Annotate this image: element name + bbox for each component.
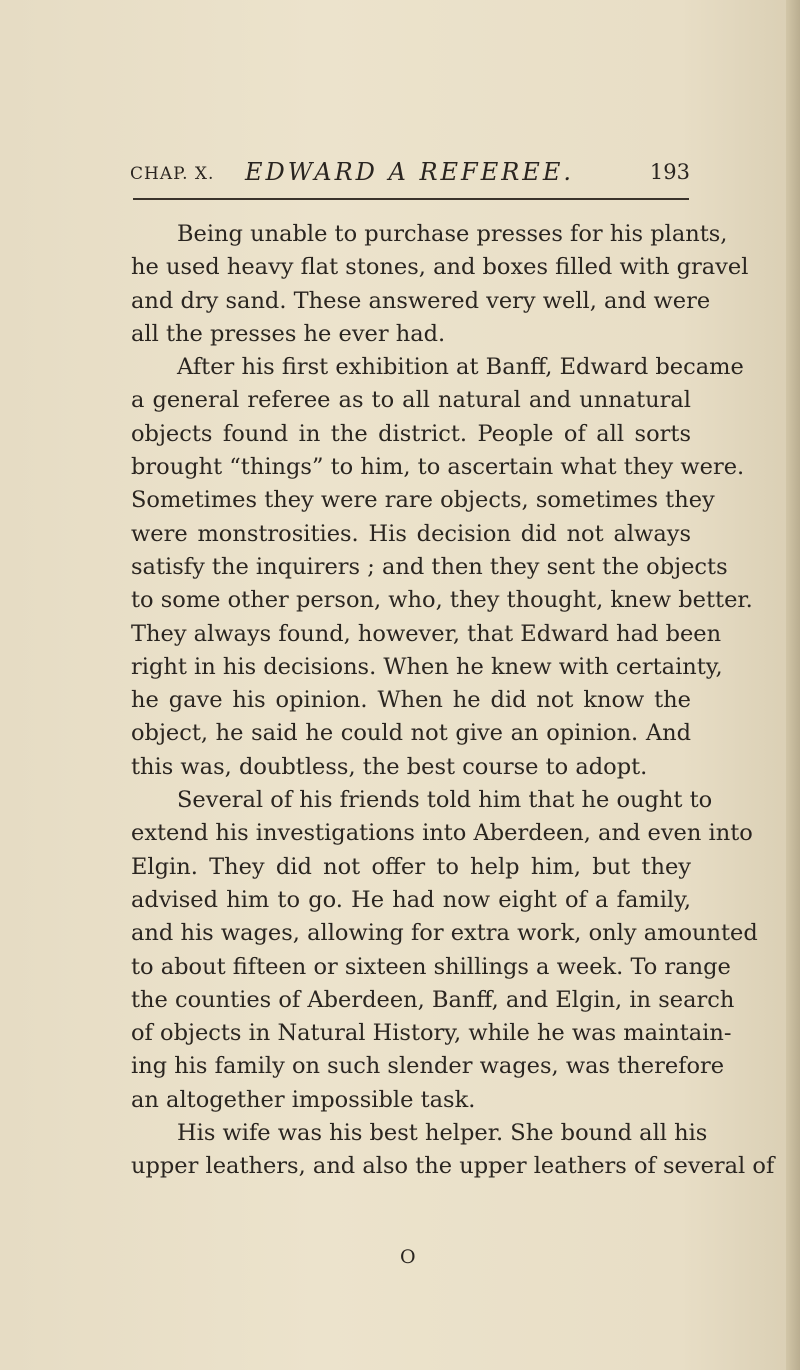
chapter-label: CHAP. X. xyxy=(130,164,215,184)
text-line: of objects in Natural History, while he was maintain- xyxy=(131,1020,732,1047)
running-header xyxy=(130,158,690,188)
text-line: the counties of Aberdeen, Banff, and Elgin, in search xyxy=(131,986,735,1013)
running-title: EDWARD A REFEREE. xyxy=(245,158,574,186)
text-line: to about fifteen or sixteen shillings a week. To range xyxy=(131,953,731,980)
text-line: objects found in the district. People of all sorts xyxy=(131,420,691,447)
text-line: to some other person, who, they thought, knew better. xyxy=(131,587,753,614)
text-line: ing his family on such slender wages, was therefore xyxy=(131,1053,725,1080)
text-line: an altogether impossible task. xyxy=(131,1086,476,1113)
text-line: satisfy the inquirers ; and then they sent the objects xyxy=(131,553,728,580)
text-line: were monstrosities. His decision did not always xyxy=(131,520,691,547)
text-line: a general referee as to all natural and unnatural xyxy=(131,387,691,414)
text-line: Being unable to purchase presses for his plants, xyxy=(177,221,728,247)
text-line: he gave his opinion. When he did not know the xyxy=(131,687,691,714)
text-line: Several of his friends told him that he ought to xyxy=(177,787,713,814)
text-line: and dry sand. These answered very well, and were xyxy=(131,287,711,314)
text-line: and his wages, allowing for extra work, only amounted xyxy=(131,920,758,947)
text-line: They always found, however, that Edward had been xyxy=(131,620,722,647)
text-line: this was, doubtless, the best course to adopt. xyxy=(131,753,648,780)
text-line: he used heavy flat stones, and boxes filled with gravel xyxy=(131,254,749,281)
header-rule xyxy=(133,198,689,200)
text-line: all the presses he ever had. xyxy=(131,320,446,347)
text-line: extend his investigations into Aberdeen, and even into xyxy=(131,820,753,847)
page-edge xyxy=(786,0,800,1370)
text-line: advised him to go. He had now eight of a family, xyxy=(131,886,691,913)
text-line: After his first exhibition at Banff, Edward became xyxy=(177,354,744,381)
body-text xyxy=(131,218,775,1184)
text-line: Elgin. They did not offer to help him, but they xyxy=(131,853,691,880)
page-number: 193 xyxy=(649,160,690,184)
signature-mark: O xyxy=(400,1246,416,1268)
text-line: right in his decisions. When he knew with certainty, xyxy=(131,653,723,680)
text-line: His wife was his best helper. She bound all his xyxy=(177,1120,708,1147)
text-line: brought “things” to him, to ascertain what they were. xyxy=(131,454,745,481)
text-line: object, he said he could not give an opinion. And xyxy=(131,720,691,747)
text-line: Sometimes they were rare objects, sometimes they xyxy=(131,487,715,514)
text-line: upper leathers, and also the upper leathers of several of xyxy=(131,1153,775,1180)
